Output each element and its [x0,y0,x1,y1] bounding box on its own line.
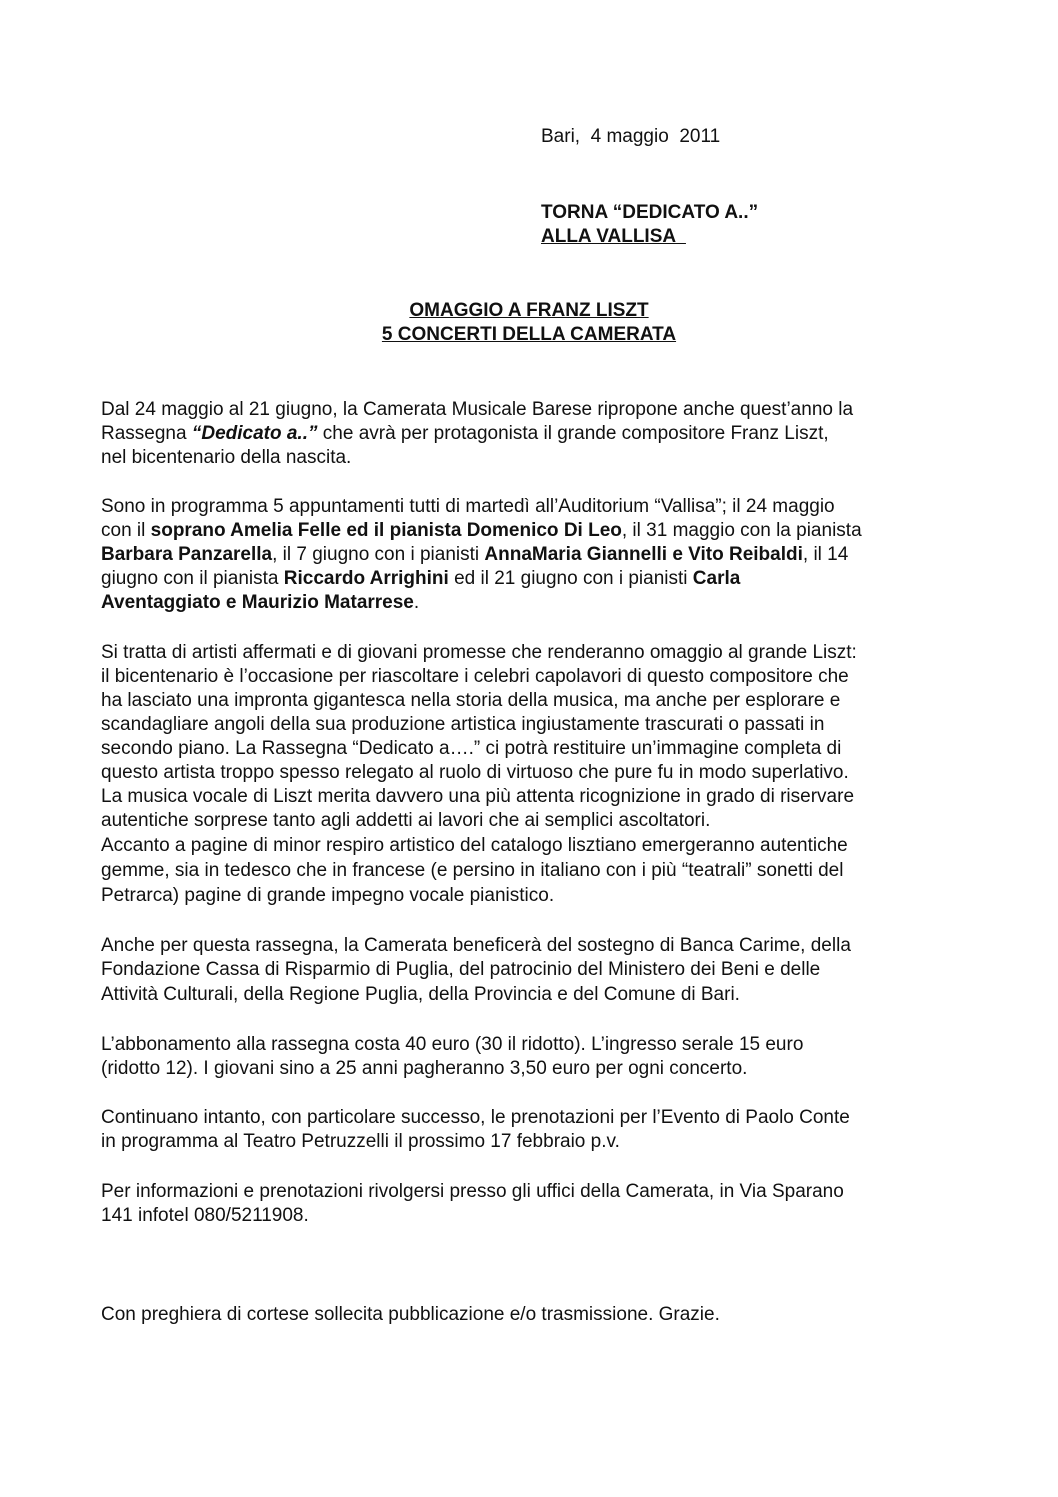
paragraph-line: Anche per questa rassegna, la Camerata beneficerà del sostegno di Banca Carime, della [101,935,851,956]
title-line-2: 5 CONCERTI DELLA CAMERATA [381,324,677,345]
paragraph-line: (ridotto 12). I giovani sino a 25 anni pagheranno 3,50 euro per ogni concerto. [101,1058,748,1079]
paragraph-line: secondo piano. La Rassegna “Dedicato a….” ci potrà restituire un’immagine completa di [101,738,842,759]
text-run: giugno con il pianista [101,568,284,589]
paragraph-line [101,422,829,446]
paragraph-line: Continuano intanto, con particolare successo, le prenotazioni per l’Evento di Paolo Conte [101,1107,850,1128]
performer-names: soprano Amelia Felle ed il pianista Domenico Di Leo [150,520,622,541]
headline-line-2 [541,226,686,248]
text-run: , il 7 giugno con i pianisti [272,544,485,565]
paragraph-line: Fondazione Cassa di Risparmio di Puglia, del patrocinio del Ministero dei Beni e delle [101,959,821,980]
paragraph-line: Attività Culturali, della Regione Puglia, della Provincia e del Comune di Bari. [101,984,740,1005]
paragraph-line [101,591,419,615]
performer-names: Riccardo Arrighini [283,568,449,589]
paragraph-line [101,543,848,567]
text-run: , il 31 maggio con la pianista [621,520,862,541]
performer-names: Barbara Panzarella [101,544,273,565]
text-run: . [413,592,420,613]
paragraph-line: gemme, sia in tedesco che in francese (e persino in italiano con i più “teatrali” sonetti del [101,860,844,881]
paragraph-line: autentiche sorprese tanto agli addetti ai lavori che ai semplici ascoltatori. [101,810,711,831]
text-run: che avrà per protagonista il grande compositore Franz Liszt, [317,423,829,444]
text-run: Rassegna [101,423,192,444]
paragraph-line: 141 infotel 080/5211908. [101,1205,309,1226]
paragraph-line: L’abbonamento alla rassegna costa 40 euro (30 il ridotto). L’ingresso serale 15 euro [101,1034,804,1055]
paragraph-line: Petrarca) pagine di grande impegno vocale pianistico. [101,885,555,906]
paragraph-line: Dal 24 maggio al 21 giugno, la Camerata Musicale Barese ripropone anche quest’anno la [101,399,854,420]
performer-names: AnnaMaria Giannelli e Vito Reibaldi [484,544,803,565]
paragraph-line: Accanto a pagine di minor respiro artistico del catalogo lisztiano emergeranno autentiche [101,835,848,856]
performer-names: Aventaggiato e Maurizio Matarrese [101,592,414,613]
paragraph-line: Si tratta di artisti affermati e di giovani promesse che renderanno omaggio al grande Liszt: [101,642,857,663]
paragraph-line: questo artista troppo spesso relegato al ruolo di virtuoso che pure fu in modo superlativo. [101,762,849,783]
paragraph-line: in programma al Teatro Petruzzelli il prossimo 17 febbraio p.v. [101,1131,620,1152]
headline-line-1: TORNA “DEDICATO A..” [541,202,759,223]
paragraph-line [101,567,740,591]
performer-names: Carla [692,568,741,589]
paragraph-line: La musica vocale di Liszt merita davvero una più attenta ricognizione in grado di riservare [101,786,855,807]
text-run: con il [101,520,151,541]
text-run: , il 14 [802,544,849,565]
paragraph-line [101,519,862,543]
paragraph-line: Per informazioni e prenotazioni rivolgersi presso gli uffici della Camerata, in Via Sparano [101,1181,844,1202]
paragraph-line: nel bicentenario della nascita. [101,447,352,468]
title-line-1: OMAGGIO A FRANZ LISZT [409,300,649,321]
paragraph-line: ha lasciato una impronta gigantesca nella storia della musica, ma anche per esplorare e [101,690,841,711]
headline-line-2-text: ALLA VALLISA [541,226,686,247]
paragraph-line: scandagliare angoli della sua produzione artistica ingiustamente trascurati o passati in [101,714,825,735]
paragraph-line: il bicentenario è l’occasione per riascoltare i celebri capolavori di questo compositore che [101,666,849,687]
rassegna-name: “Dedicato a..” [191,423,318,444]
text-run: ed il 21 giugno con i pianisti [448,568,693,589]
letter-date: Bari, 4 maggio 2011 [541,126,721,147]
closing-line: Con preghiera di cortese sollecita pubblicazione e/o trasmissione. Grazie. [101,1304,720,1325]
paragraph-line: Sono in programma 5 appuntamenti tutti di martedì all’Auditorium “Vallisa”; il 24 maggio [101,496,835,517]
